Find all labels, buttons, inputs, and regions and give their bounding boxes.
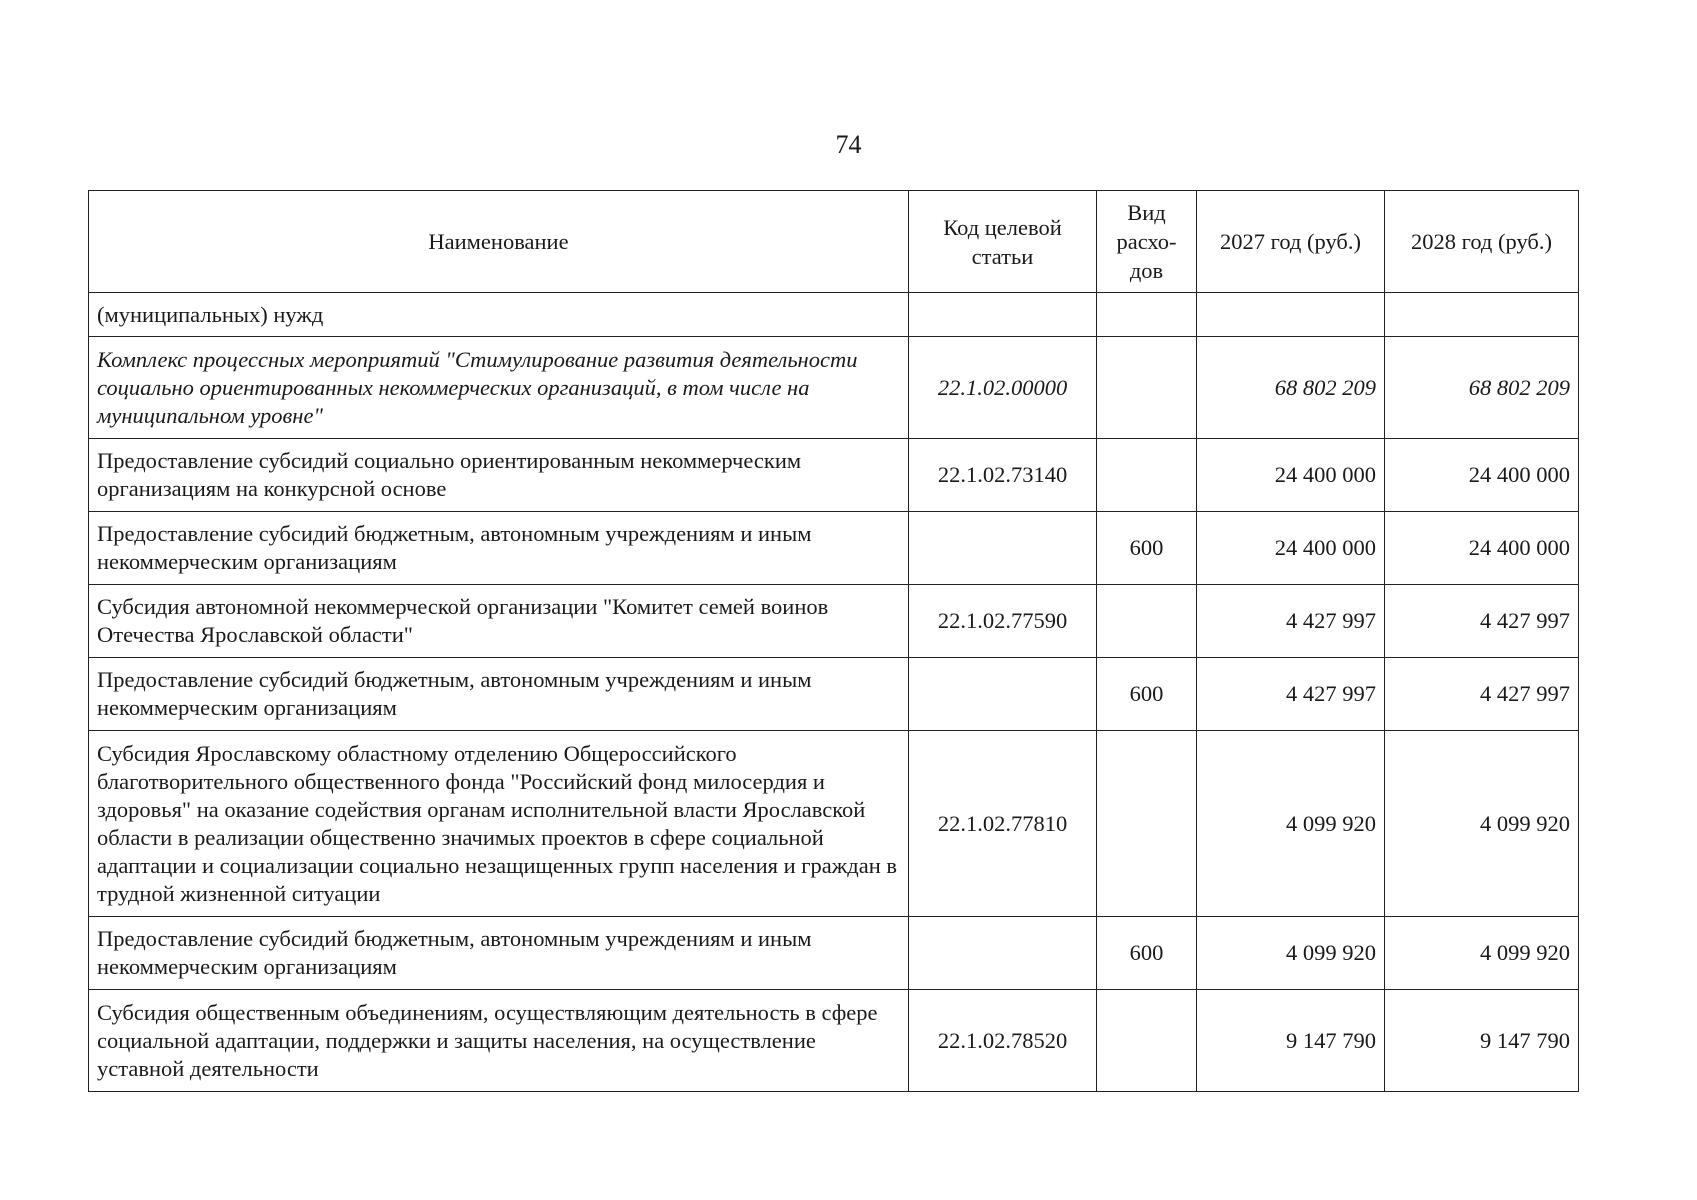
row-amount-2028: 4 099 920: [1385, 731, 1579, 917]
row-kind: 600: [1097, 512, 1197, 585]
row-code: 22.1.02.00000: [909, 337, 1097, 439]
header-kind: Вид расхо-дов: [1097, 191, 1197, 293]
row-name: Субсидия общественным объединениям, осуществляющим деятельность в сфере социальной адаптации, поддержки и защиты населения, на осуществление уставной деятельности: [89, 990, 909, 1092]
row-code: [909, 658, 1097, 731]
row-amount-2027: 4 099 920: [1197, 917, 1385, 990]
row-kind: [1097, 990, 1197, 1092]
row-kind: [1097, 585, 1197, 658]
row-amount-2027: 24 400 000: [1197, 512, 1385, 585]
row-name: Предоставление субсидий социально ориентированным некоммерческим организациям на конкурсной основе: [89, 439, 909, 512]
row-amount-2027: [1197, 293, 1385, 337]
table-row: [89, 731, 1579, 917]
table-row: [89, 337, 1579, 439]
budget-table: [88, 190, 1579, 1092]
row-kind: 600: [1097, 917, 1197, 990]
row-code: 22.1.02.78520: [909, 990, 1097, 1092]
row-name: Субсидия Ярославскому областному отделению Общероссийского благотворительного общественного фонда "Российский фонд милосердия и здоровья" на оказание содействия органам исполнительной власти Ярославской области в реализации общественно значимых проектов в сфере социальной адаптации и социализации социально незащищенных групп населения и граждан в трудной жизненной ситуации: [89, 731, 909, 917]
row-code: [909, 917, 1097, 990]
header-name: Наименование: [89, 191, 909, 293]
header-code: Код целевой статьи: [909, 191, 1097, 293]
header-year-2028: 2028 год (руб.): [1385, 191, 1579, 293]
row-amount-2028: 4 099 920: [1385, 917, 1579, 990]
table-header-row: [89, 191, 1579, 293]
row-kind: [1097, 337, 1197, 439]
row-amount-2028: 4 427 997: [1385, 585, 1579, 658]
table-row: [89, 658, 1579, 731]
row-kind: [1097, 731, 1197, 917]
row-amount-2027: 4 427 997: [1197, 585, 1385, 658]
row-kind: 600: [1097, 658, 1197, 731]
header-year-2027: 2027 год (руб.): [1197, 191, 1385, 293]
row-amount-2028: 9 147 790: [1385, 990, 1579, 1092]
row-amount-2027: 4 099 920: [1197, 731, 1385, 917]
row-amount-2028: [1385, 293, 1579, 337]
row-kind: [1097, 439, 1197, 512]
row-name: Предоставление субсидий бюджетным, автономным учреждениям и иным некоммерческим организациям: [89, 658, 909, 731]
row-kind: [1097, 293, 1197, 337]
row-name: Предоставление субсидий бюджетным, автономным учреждениям и иным некоммерческим организациям: [89, 917, 909, 990]
table-row: [89, 990, 1579, 1092]
page-number: 74: [835, 130, 862, 159]
row-amount-2027: 24 400 000: [1197, 439, 1385, 512]
row-code: [909, 512, 1097, 585]
row-code: [909, 293, 1097, 337]
row-code: 22.1.02.77590: [909, 585, 1097, 658]
row-amount-2027: 68 802 209: [1197, 337, 1385, 439]
row-amount-2028: 24 400 000: [1385, 512, 1579, 585]
row-amount-2027: 9 147 790: [1197, 990, 1385, 1092]
table-row: [89, 512, 1579, 585]
row-amount-2028: 4 427 997: [1385, 658, 1579, 731]
table-row: [89, 439, 1579, 512]
row-name: (муниципальных) нужд: [89, 293, 909, 337]
table-row: [89, 293, 1579, 337]
table-row: [89, 917, 1579, 990]
row-name: Предоставление субсидий бюджетным, автономным учреждениям и иным некоммерческим организациям: [89, 512, 909, 585]
row-name: Субсидия автономной некоммерческой организации "Комитет семей воинов Отечества Ярославской области": [89, 585, 909, 658]
table-row: [89, 585, 1579, 658]
row-code: 22.1.02.73140: [909, 439, 1097, 512]
row-amount-2028: 24 400 000: [1385, 439, 1579, 512]
row-amount-2028: 68 802 209: [1385, 337, 1579, 439]
row-code: 22.1.02.77810: [909, 731, 1097, 917]
row-name: Комплекс процессных мероприятий "Стимулирование развития деятельности социально ориентированных некоммерческих организаций, в том числе на муниципальном уровне": [89, 337, 909, 439]
row-amount-2027: 4 427 997: [1197, 658, 1385, 731]
